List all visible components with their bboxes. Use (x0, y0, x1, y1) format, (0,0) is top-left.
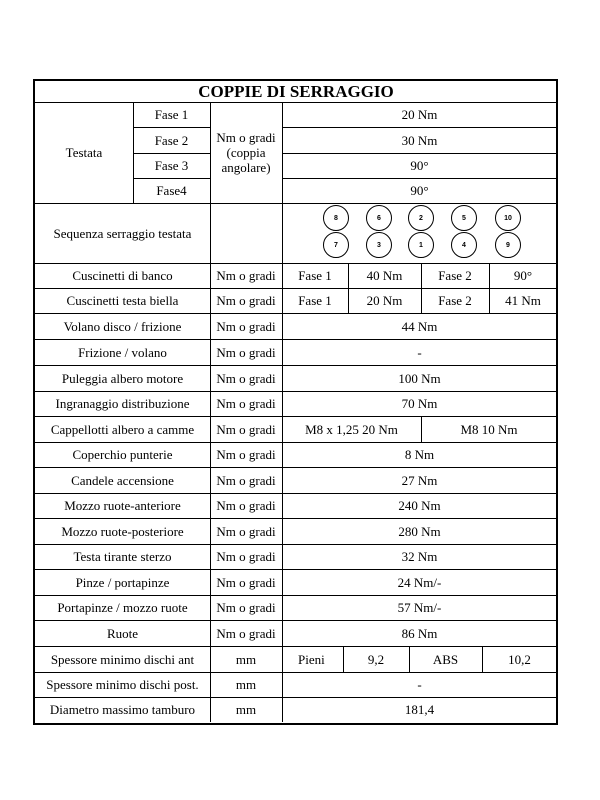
dischi-ant-p1: Pieni (298, 651, 325, 667)
cappellotti-label: Cappellotti albero a camme (50, 421, 195, 437)
sequence-label: Sequenza serraggio testata (53, 225, 192, 241)
torque-row-unit: Nm o gradi (216, 318, 276, 334)
banco-v2: 90° (513, 268, 533, 283)
biella-label: Cuscinetti testa biella (66, 293, 179, 308)
bolt-sequence-circle: 10 (495, 205, 521, 231)
dischi-ant-v2: 10,2 (508, 651, 531, 667)
biella-v1: 20 Nm (366, 293, 403, 308)
torque-row-value: 100 Nm (398, 370, 441, 386)
testata-phase-value: 90° (410, 183, 429, 198)
torque-row-unit: Nm o gradi (216, 396, 276, 411)
torque-row-value: 24 Nm/- (397, 574, 442, 590)
torque-row-label: Ruote (106, 625, 139, 641)
torque-row-unit: Nm o gradi (216, 344, 276, 360)
bolt-sequence-circle: 6 (366, 205, 392, 231)
cappellotti-value-1: M8 x 1,25 20 Nm (305, 421, 398, 437)
torque-row-unit: Nm o gradi (216, 498, 276, 513)
biella-p2: Fase 2 (438, 293, 472, 308)
torque-row-value: 44 Nm (401, 318, 438, 334)
bolt-sequence-circle: 7 (323, 232, 349, 258)
torque-row-label: Frizione / volano (78, 344, 167, 360)
bolt-sequence-circle: 1 (408, 232, 434, 258)
dischi-post-label: Spessore minimo dischi post. (46, 677, 199, 692)
torque-row-label: Mozzo ruote-posteriore (61, 523, 184, 539)
tamburo-label: Diametro massimo tamburo (49, 702, 196, 717)
bolt-sequence-circle: 9 (495, 232, 521, 258)
banco-p2: Fase 2 (438, 268, 472, 283)
banco-p1: Fase 1 (298, 268, 332, 283)
bolt-sequence-circle: 3 (366, 232, 392, 258)
tamburo-unit: mm (235, 702, 257, 717)
torque-row-value: - (417, 344, 422, 360)
dischi-ant-v1: 9,2 (367, 651, 385, 667)
torque-row-label: Puleggia albero motore (61, 370, 184, 386)
torque-row-value: 280 Nm (398, 523, 441, 539)
tamburo-value: 181,4 (404, 702, 435, 717)
biella-v2: 41 Nm (505, 293, 541, 308)
dischi-post-unit: mm (235, 677, 257, 692)
dischi-ant-label: Spessore minimo dischi ant (50, 651, 195, 667)
torque-row-value: 27 Nm (401, 472, 438, 488)
testata-phase-value: 90° (410, 158, 429, 173)
testata-unit: Nm o gradi (coppia angolare) (216, 130, 276, 175)
testata-phase-label: Fase 3 (154, 158, 189, 173)
dischi-ant-unit: mm (235, 651, 257, 667)
testata-phase-value: 20 Nm (401, 107, 438, 122)
torque-row-label: Candele accensione (71, 472, 174, 488)
torque-row-value: 57 Nm/- (397, 600, 442, 615)
biella-p1: Fase 1 (298, 293, 332, 308)
torque-row-value: 86 Nm (401, 625, 438, 641)
torque-row-unit: Nm o gradi (216, 574, 276, 590)
torque-row-value: 8 Nm (404, 447, 435, 462)
torque-row-unit: Nm o gradi (216, 523, 276, 539)
banco-v1: 40 Nm (366, 268, 403, 283)
cappellotti-value-2: M8 10 Nm (460, 421, 518, 437)
torque-row-unit: Nm o gradi (216, 625, 276, 641)
torque-row-unit: Nm o gradi (216, 600, 276, 615)
biella-unit: Nm o gradi (216, 293, 276, 308)
bolt-sequence-circle: 4 (451, 232, 477, 258)
torque-row-label: Coperchio punterie (72, 447, 173, 462)
testata-phase-label: Fase 2 (154, 132, 189, 148)
torque-row-label: Mozzo ruote-anteriore (64, 498, 181, 513)
torque-row-unit: Nm o gradi (216, 549, 276, 564)
torque-row-value: 70 Nm (401, 396, 438, 411)
torque-row-unit: Nm o gradi (216, 370, 276, 386)
torque-row-unit: Nm o gradi (216, 447, 276, 462)
torque-row-label: Ingranaggio distribuzione (55, 396, 190, 411)
testata-label: Testata (65, 145, 103, 160)
column-divider (210, 203, 211, 263)
torque-row-value: 32 Nm (401, 549, 438, 564)
banco-label: Cuscinetti di banco (72, 268, 173, 283)
testata-phase-value: 30 Nm (401, 132, 438, 148)
banco-unit: Nm o gradi (216, 268, 276, 283)
torque-row-unit: Nm o gradi (216, 472, 276, 488)
bolt-sequence-circle: 5 (451, 205, 477, 231)
testata-phase-label: Fase4 (156, 183, 187, 198)
table-title: COPPIE DI SERRAGGIO (198, 82, 394, 101)
torque-table (33, 79, 558, 725)
torque-row-label: Portapinze / mozzo ruote (57, 600, 188, 615)
torque-row-label: Volano disco / frizione (63, 318, 182, 334)
torque-row-label: Pinze / portapinze (75, 574, 170, 590)
cappellotti-unit: Nm o gradi (216, 421, 276, 437)
torque-row-label: Testa tirante sterzo (73, 549, 172, 564)
dischi-ant-p2: ABS (432, 651, 459, 667)
testata-phase-label: Fase 1 (154, 107, 189, 122)
torque-row-value: 240 Nm (398, 498, 441, 513)
column-divider (282, 203, 283, 263)
bolt-sequence-circle: 8 (323, 205, 349, 231)
bolt-sequence-circle: 2 (408, 205, 434, 231)
dischi-post-value: - (417, 677, 422, 692)
